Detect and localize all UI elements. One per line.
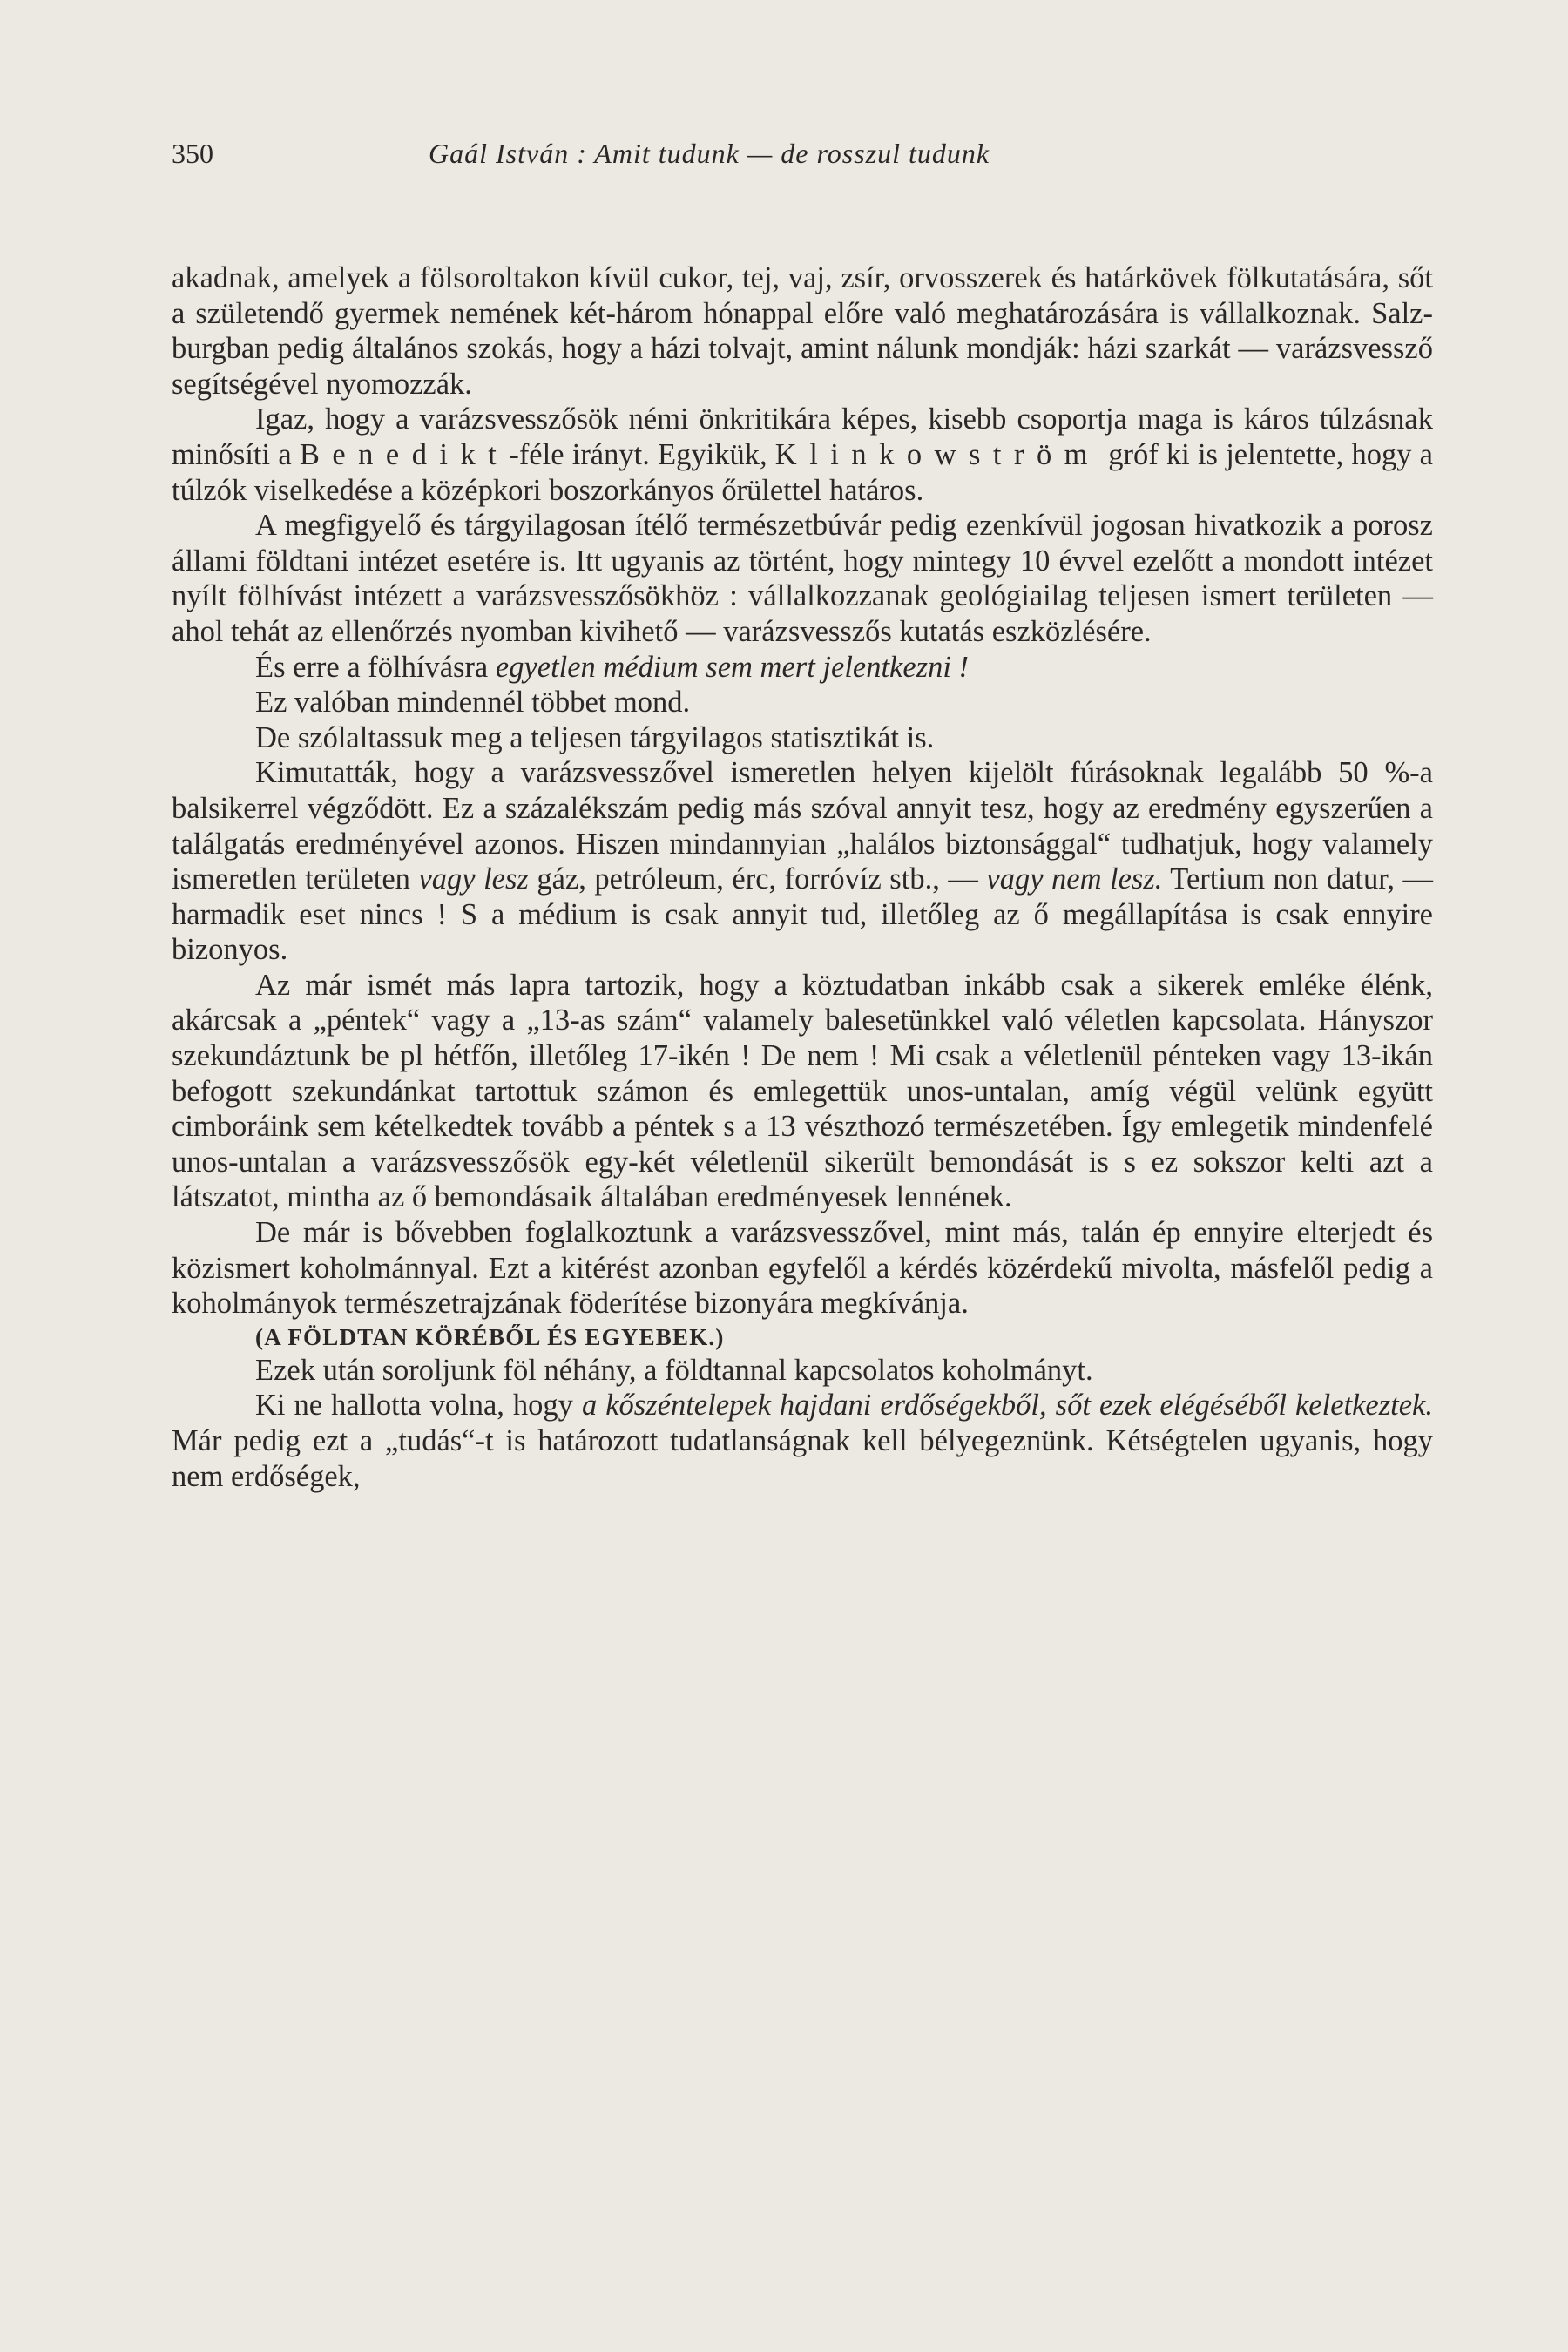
paragraph-5-text: Ez valóban mindennél többet mond. [255,686,691,720]
paragraph-10-text: Ezek után soroljunk föl néhány, a földtannal kapcsolatos koholmányt. [255,1353,1093,1387]
paragraph-7-emphasis-2: vagy nem lesz. [986,862,1163,896]
paragraph-7-text-c: Tertium non datur, — harmadik eset nincs ! S a médium is csak annyit tud, illetőleg az ő megállapítása is csak ennyire bizonyos. [172,862,1433,967]
body-text [172,260,1433,1494]
paragraph-1-text: akadnak, amelyek a fölsoroltakon kívül cukor, tej, vaj, zsír, orvosszerek és határkövek fölkutatására, sőt a születendő gyermek nemének két-három hónappal előre való meghatározására is vállalkoznak. Salzburgban pedig általános szokás, hogy a házi tolvajt, amint nálunk mondják: házi szarkát — varázsvessző segítségével nyomozzák. [172,261,1433,401]
paragraph-8 [172,968,1433,1215]
paragraph-8-text: Az már ismét más lapra tartozik, hogy a köztudatban inkább csak a sikerek emléke élénk, akárcsak a „péntek“ vagy a „13-as szám“ valamely balesetünkkel való véletlen kapcsolata. Hányszor szekundáztunk be pl hétfőn, illetőleg 17-ikén ! De nem ! Mi csak a véletlenül pénteken vagy 13-ikán befogott szekundánkat tartottuk számon és emlegettük unos-untalan, amíg végül velünk együtt cimboráink sem kételkedtek tovább a péntek s a 13 vészthozó természetében. Így emlegetik mindenfelé unos-untalan a varázsvesszősök egy-két véletlenül sikerült bemondását is s ez sokszor kelti azt a látszatot, mintha az ő bemondásaik általában eredményesek lennének. [172,968,1433,1214]
paragraph-11 [172,1388,1433,1494]
paragraph-3-text: A megfigyelő és tárgyilagosan ítélő természetbúvár pedig ezenkívül jogosan hivatkozik a porosz állami földtani intézet esetére is. Itt ugyanis az történt, hogy mintegy 10 évvel ezelőtt a mondott intézet nyílt fölhívást intézett a varázsvesszősökhöz : vállalkozzanak geológiailag teljesen ismert területen — ahol tehát az ellenőrzés nyomban kivihető — varázsvesszős kutatás eszközlésére. [172,509,1433,648]
running-head [172,138,1435,181]
paragraph-11-text-b: Már pedig ezt a „tudás“-t is határozott tudatlanságnak kell bélyegeznünk. Kétségtelen ugyanis, hogy nem erdőségek, [172,1424,1433,1493]
name-klinkowstrom: Klinkowström [774,437,1101,471]
paragraph-2-text-b: -féle irányt. Egyikük, [509,437,775,471]
paragraph-1 [172,260,1433,402]
paragraph-2-text-c: gróf ki is jelentette, hogy a túlzók viselkedése a középkori boszorkányos őrülettel határos. [172,437,1433,507]
paragraph-7 [172,755,1433,968]
running-title: Gaál István : Amit tudunk — de rosszul tudunk [429,138,990,169]
paragraph-11-emphasis: a kőszéntelepek hajdani erdőségekből, sőt ezek elégéséből keletkeztek. [581,1389,1433,1423]
page-number: 350 [172,138,213,169]
paragraph-4-emphasis: egyetlen médium sem mert jelentkezni ! [495,650,970,684]
paragraph-7-text-b: gáz, petróleum, érc, forróvíz stb., — [528,862,987,896]
paragraph-10 [172,1353,1433,1389]
paragraph-2 [172,402,1433,508]
paragraph-11-text-a: Ki ne hallotta volna, hogy [255,1389,582,1423]
paragraph-9-text: De már is bővebben foglalkoztunk a varázsvesszővel, mint más, talán ép ennyire elterjedt és közismert koholmánnyal. Ezt a kitérést azonban egyfelől a kérdés közérdekű mivolta, másfelől pedig a koholmányok természetrajzának föderítése bizonyára megkívánja. [172,1216,1433,1321]
paragraph-2-text-a: Igaz, hogy a varázsvesszősök némi önkritikára képes, kisebb csoportja maga is káros túlzásnak minősíti a [172,402,1433,471]
paragraph-7-emphasis-1: vagy lesz [418,862,529,896]
paragraph-3 [172,508,1433,649]
paragraph-6-text: De szólaltassuk meg a teljesen tárgyilagos statisztikát is. [255,720,935,754]
section-heading: (A FÖLDTAN KÖRÉBŐL ÉS EGYEBEK.) [255,1323,725,1350]
paragraph-4-text: És erre a fölhívásra [255,650,496,684]
paragraph-6 [172,720,1433,756]
name-benedikt: Benedikt [299,437,510,471]
paragraph-5 [172,685,1433,720]
paragraph-9 [172,1215,1433,1321]
paragraph-4 [172,650,1433,686]
paragraph-7-text-a: Kimutatták, hogy a varázsvesszővel ismeretlen helyen kijelölt fúrásoknak legalább 50 %-a balsikerrel végződött. Ez a százalékszám pedig más szóval annyit tesz, hogy az eredmény egyszerűen a találgatás eredményével azonos. Hiszen mindannyian „halálos biztonsággal“ tudhatjuk, hogy valamely ismeretlen területen [172,756,1433,896]
